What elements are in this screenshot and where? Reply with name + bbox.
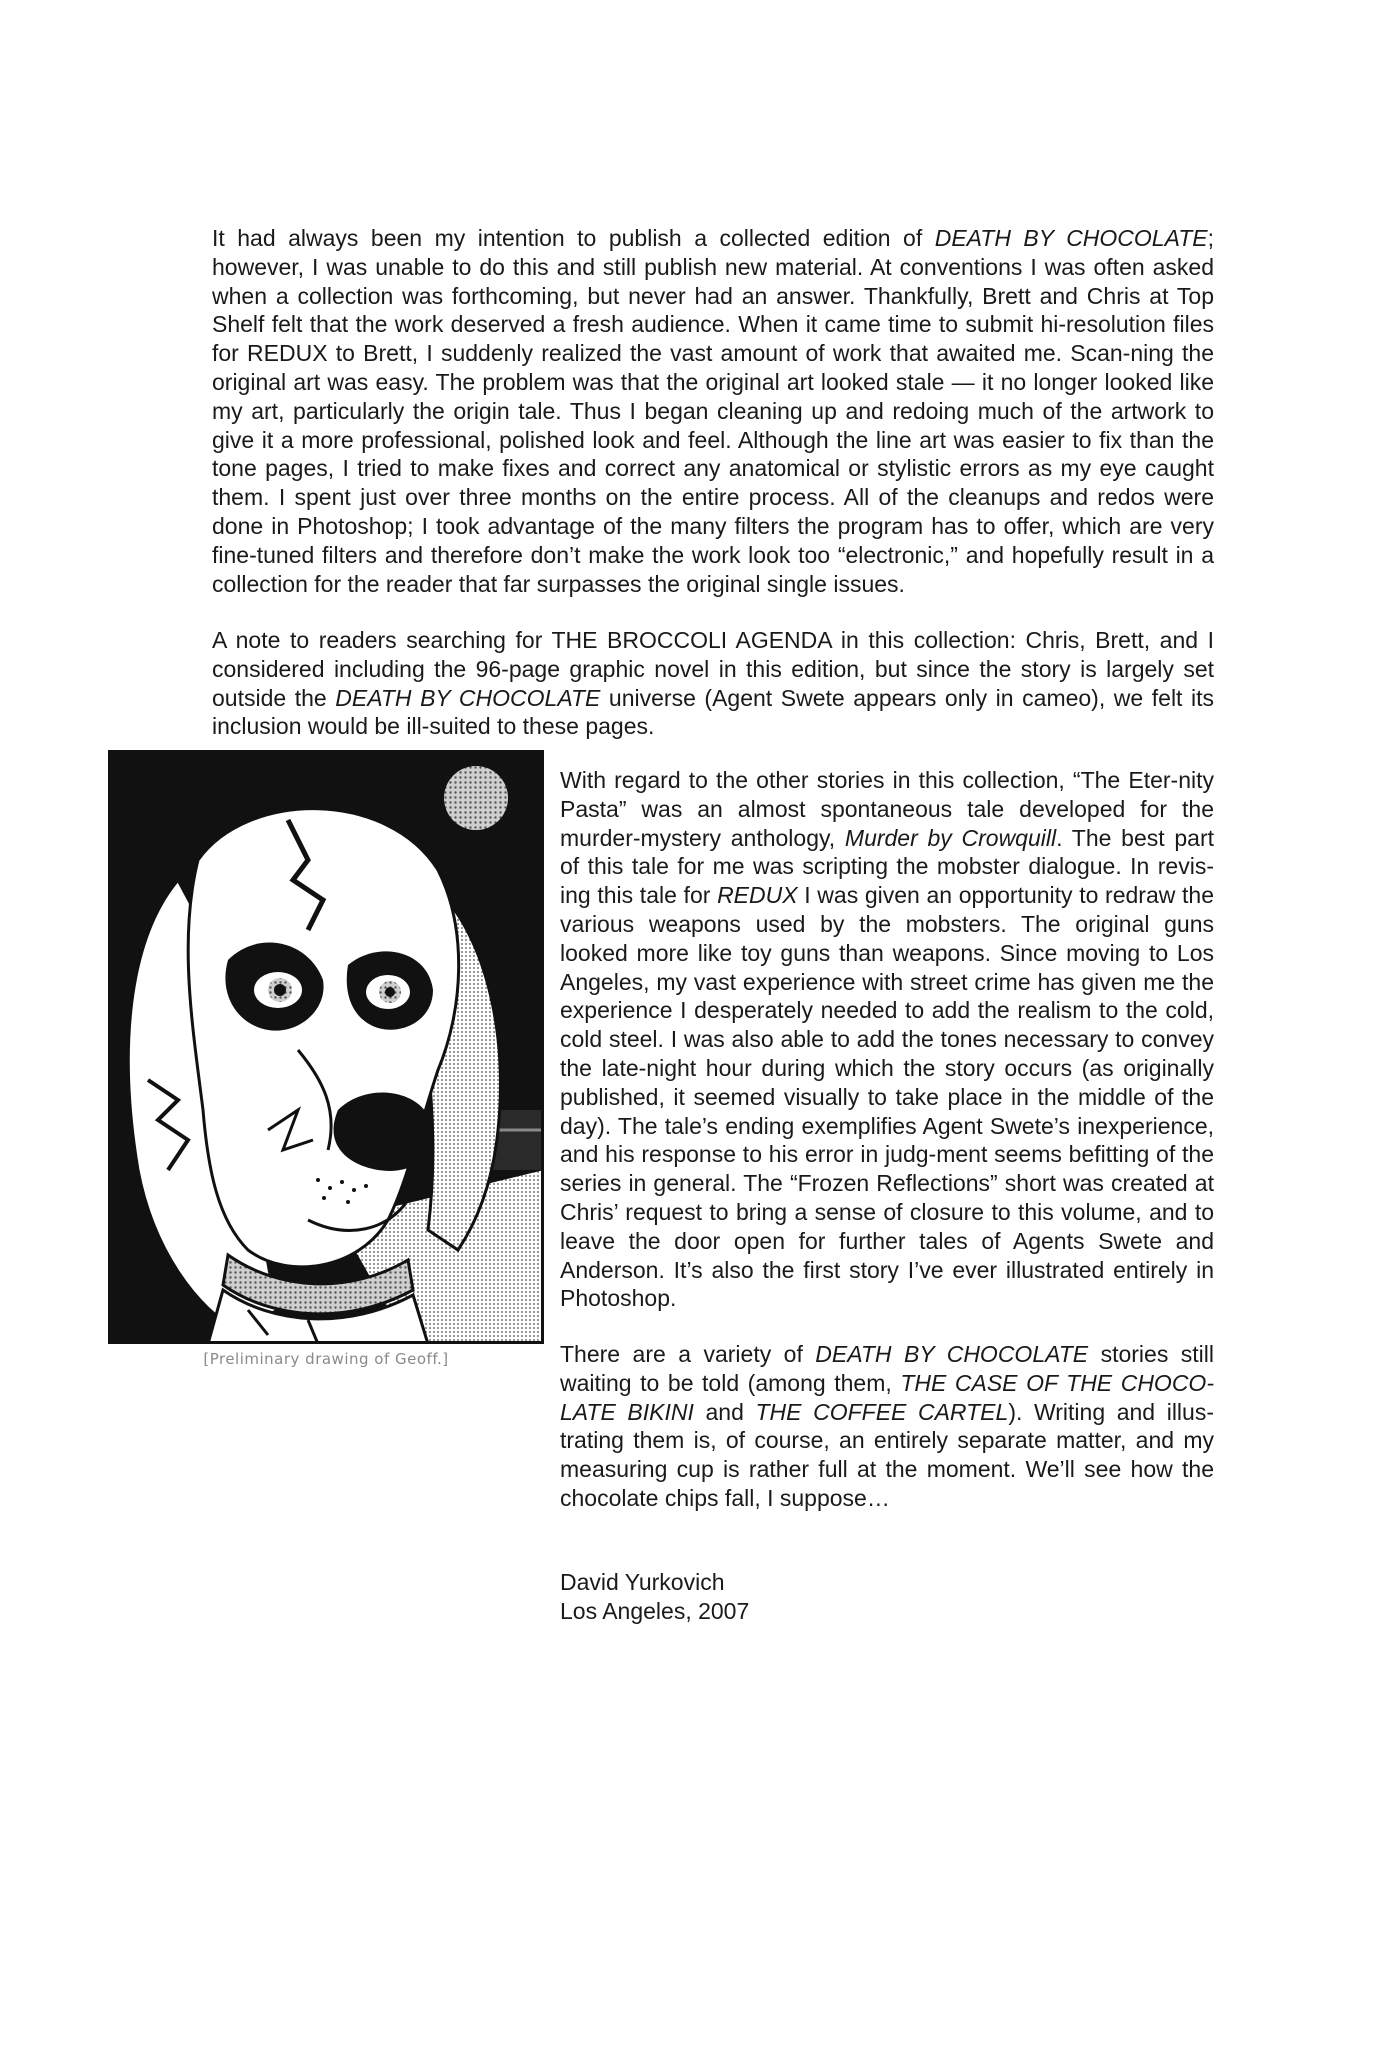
text-run: There are a variety of — [560, 1341, 816, 1367]
place-date: Los Angeles, 2007 — [560, 1597, 750, 1624]
italic-title: REDUX — [717, 882, 798, 909]
italic-title: THE CASE OF THE CHOCO-LATE BIKINI — [560, 1369, 1214, 1425]
text-run: and — [693, 1398, 756, 1425]
dog-illustration — [108, 750, 544, 1344]
italic-title: DEATH BY CHOCOLATE — [934, 225, 1208, 251]
text-run: With regard to the other stories in this collection, “The Eter-nity Pasta” was an almost spontaneous tale developed for the murder-mystery anthology, — [560, 767, 1214, 851]
text-run: universe (Agent Swete appears only in cameo), we felt its inclusion would be ill-suited to these pages. — [212, 684, 1215, 740]
italic-title: Murder by Crowquill — [844, 824, 1057, 851]
moon — [444, 766, 508, 830]
text-run: ). Writing and illus-trating them is, of course, an entirely separate matter, and my measuring cup is rather full at the moment. We’ll see how the chocolate chips fall, I suppose… — [560, 1398, 1214, 1511]
text-run: ; however, I was unable to do this and still publish new material. At conventions I was often asked when a collection was forthcoming, but never had an answer. Thankfully, Brett and Chris at Top Shelf felt that the work deserved a fresh audience. When it came time to submit hi-resolution files for REDUX to Brett, I suddenly realized the vast amount of work that awaited me. Scan-ning the original art was easy. The problem was that the original art looked stale — it no longer looked like my art, particularly the origin tale. Thus I began cleaning up and redoing much of the artwork to give it a more professional, polished look and feel. Although the line art was easier to fix than the tone pages, I tried to make fixes and correct any anatomical or stylistic errors as my eye caught them. I spent just over three months on the entire process. All of the cleanups and redos were done in Photoshop; I took advantage of the many filters the program has to offer, which are very fine-tuned filters and therefore don’t make the work look too “electronic,” and hopefully result in a collection for the reader that far surpasses the original single issues. — [212, 225, 1215, 597]
italic-title: DEATH BY CHOCOLATE — [335, 684, 601, 711]
paragraph-other-stories — [560, 766, 1214, 1313]
text-run: I was given an opportunity to redraw the various weapons used by the mobsters. The original guns looked more like toy guns than weapons. Since moving to Los Angeles, my vast experience with street crime has given me the experience I desperately needed to add the realism to the cold, cold steel. I was also able to add the tones necessary to convey the late-night hour during which the story occurs (as originally published, it seemed visually to take place in the middle of the day). The tale’s ending exemplifies Agent Swete’s inexperience, and his response to his error in judg-ment seems befitting of the series in general. The “Frozen Reflections” short was created at Chris’ request to bring a sense of closure to this volume, and to leave the door open for further tales of Agents Swete and Anderson. It’s also the first story I’ve ever illustrated entirely in Photoshop. — [560, 882, 1214, 1312]
author-name: David Yurkovich — [560, 1569, 725, 1595]
italic-title: DEATH BY CHOCOLATE — [815, 1341, 1089, 1367]
figure-caption: [Preliminary drawing of Geoff.] — [203, 1350, 449, 1368]
signature-block — [560, 1568, 1214, 1626]
text-run: It had always been my intention to publish a collected edition of — [212, 225, 935, 251]
paragraph-future-stories — [560, 1340, 1214, 1513]
italic-title: THE COFFEE CARTEL — [755, 1398, 1009, 1425]
paragraph-intro — [212, 224, 1214, 598]
text-run: stories still waiting to be told (among them, — [560, 1341, 1215, 1396]
text-run: A note to readers searching for THE BROCCOLI AGENDA in this collection: Chris, Brett, and I considered including the 96-page graphic novel in this edition, but since the story is largely set outside the — [212, 627, 1214, 711]
text-run: . The best part of this tale for me was scripting the mobster dialogue. In revis-ing this tale for — [560, 824, 1214, 909]
paragraph-broccoli-note — [212, 626, 1214, 741]
